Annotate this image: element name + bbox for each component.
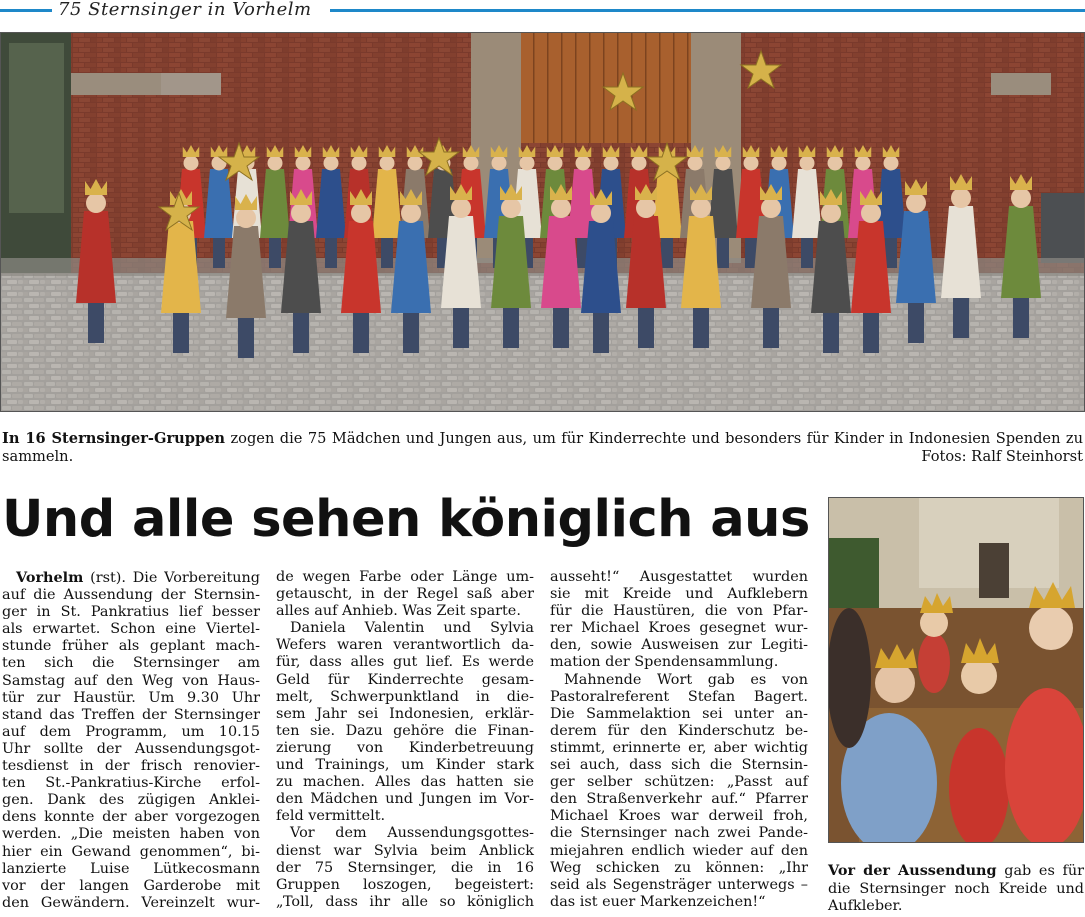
article-line: miejahren endlich wieder auf den [550,842,808,859]
sternsinger-head [636,198,656,218]
article-line: gen. Dank des zügigen Anklei- [2,792,260,809]
sternsinger-head [492,156,507,171]
sternsinger-legs [953,298,969,338]
sternsinger-head [408,156,423,171]
article-line: auf die Aussendung der Sternsin- [2,587,260,604]
sternsinger-head [324,156,339,171]
article-line: für, dass alles gut lief. Es werde [276,654,534,671]
group-photo [0,32,1085,412]
side-photo-caption [828,862,1084,916]
header-rule-left [0,9,52,12]
sternsinger-head [236,208,256,228]
sternsinger-legs [763,308,779,348]
article-line: hier ein Gewand genommen“, bi- [2,843,260,860]
sternsinger-legs [823,313,839,353]
article-line: sie mit Kreide und Aufklebern [550,586,808,603]
article-line: auf dem Programm, um 10.15 [2,723,260,740]
article-line: de wegen Farbe oder Länge um- [276,569,534,585]
sternsinger-legs [325,238,337,268]
sternsinger-legs [213,238,225,268]
sternsinger-head [86,193,106,213]
sternsinger-legs [1013,298,1029,338]
sternsinger-head [268,156,283,171]
caption-line-1 [2,430,1083,448]
article-line [2,569,260,587]
article-line: alles auf Anhieb. Was Zeit sparte. [276,603,521,620]
sternsinger-head [761,198,781,218]
article-line: für die Haustüren, die von Pfar- [550,603,808,620]
article-line: Uhr sollte der Aussendungsgot- [2,740,260,757]
header-rule-right [330,9,1085,12]
sternsinger-head [464,156,479,171]
article-line: „Toll, dass ihr alle so königlich [276,893,534,910]
article-line: zu machen. Alles das hatten sie [276,774,534,791]
sternsinger-head [856,156,871,171]
sternsinger-legs [638,308,654,348]
article-line: Die Sammelaktion sei unter an- [550,705,808,722]
sternsinger-head [1011,188,1031,208]
article-line: ten sie. Dazu gehöre die Finan- [276,722,534,739]
side-caption-line-3: Aufkleber. [828,898,903,915]
sternsinger-head [591,203,611,223]
sternsinger-legs [503,308,519,348]
article-line: die Sternsinger nach zwei Pande- [550,825,808,842]
photo-credit: Fotos: Ralf Steinhorst [921,448,1083,465]
section-header [0,0,1085,22]
sternsinger-legs [693,308,709,348]
article-line: tür zur Haustür. Um 9.30 Uhr [2,689,260,706]
article-line: Geld für Kinderrechte gesam- [276,671,534,688]
sternsinger-head [352,156,367,171]
group-photo-image [1,33,1085,412]
article-line: das ist euer Markenzeichen!“ [550,893,766,910]
article-line: ten sich die Sternsinger am [2,655,260,672]
sternsinger-head [520,156,535,171]
sternsinger-head [821,203,841,223]
article-line: stunde früher als geplant mach- [2,638,260,655]
article-dateline: Vorhelm [16,569,84,586]
sternsinger-head [184,156,199,171]
side-caption-line-1 [828,862,1084,881]
sternsinger-head [716,156,731,171]
sternsinger-legs [269,238,281,268]
article-line: den, sowie Ausweisen zur Legiti- [550,637,808,654]
sternsinger-head [548,156,563,171]
article-line: ger selber schützen: „Passt auf [550,774,808,791]
sternsinger-head [906,193,926,213]
article-line: Michael Kroes war derweil froh, [550,808,808,825]
photo-caption [2,430,1083,448]
article-line: den Mädchen und Jungen im Vor- [276,791,534,808]
sternsinger-head [291,203,311,223]
sternsinger-legs [863,313,879,353]
article-line: den Gewändern. Vereinzelt wur- [2,894,260,911]
sternsinger-head [501,198,521,218]
article-line: sem Jahr sei Indonesien, erklär- [276,705,534,722]
sternsinger-head [861,203,881,223]
article-line: melt, Schwerpunktland in die- [276,688,534,705]
sternsinger-legs [661,238,673,268]
sternsinger-legs [553,308,569,348]
article-headline: Und alle sehen königlich aus [2,490,810,549]
sternsinger-legs [885,238,897,268]
article-line: derem für den Kinderschutz be- [550,722,808,739]
sternsinger-legs [717,238,729,268]
sternsinger-legs [88,303,104,343]
church-photo [828,497,1084,843]
article-line: vor der langen Garderobe mit [2,877,260,894]
article-line: ger in St. Pankratius lief besser [2,604,260,621]
sternsinger-legs [403,313,419,353]
article-line: getauscht, in der Regel saß aber [276,586,534,603]
sternsinger-head [380,156,395,171]
sternsinger-head [772,156,787,171]
sternsinger-head [351,203,371,223]
article-line: seid als Segensträger unterwegs – [550,876,808,893]
sternsinger-head [451,198,471,218]
sternsinger-legs [238,318,254,358]
article-line: ausseht!“ Ausgestattet wurden [550,569,808,585]
article-line: dens konnte der aber vorgezogen [2,809,260,826]
caption-lead: In 16 Sternsinger-Gruppen [2,430,226,447]
sternsinger-head [401,203,421,223]
article-line: rer Michael Kroes gesegnet wur- [550,620,808,637]
article-column-1 [2,569,260,912]
sternsinger-head [296,156,311,171]
side-caption-lead: Vor der Aussendung [828,862,997,879]
article-line: lanzierte Luise Lütkecosmann [2,860,260,877]
sternsinger-head [604,156,619,171]
article-line: Daniela Valentin und Sylvia [290,620,534,637]
article-line: Mahnende Wort gab es von [564,671,808,688]
article-line-text: (rst). Die Vorbereitung [83,570,260,586]
sternsinger-head [691,198,711,218]
article-line: sei auch, dass sich die Sternsin- [550,757,808,774]
article-line: Samstag auf den Weg von Haus- [2,672,260,689]
sternsinger-head [951,188,971,208]
article-line: feld vermittelt. [276,808,386,825]
article-line: Wefers waren verantwortlich da- [276,637,534,654]
article-line: und Trainings, um Kinder stark [276,757,534,774]
article-line: werden. „Die meisten haben von [2,826,260,843]
sternsinger-head [688,156,703,171]
article-line: Weg schicken zu können: „Ihr [550,859,808,876]
side-caption-line-2: die Sternsinger noch Kreide und [828,880,1084,897]
article-line: mation der Spendensammlung. [550,654,779,671]
article-line: Pastoralreferent Stefan Bagert. [550,688,808,705]
sternsinger-legs [453,308,469,348]
sternsinger-head [828,156,843,171]
sternsinger-legs [173,313,189,353]
sternsinger-legs [593,313,609,353]
article-line: zierung von Kinderbetreuung [276,739,534,756]
article-line: Gruppen loszogen, begeistert: [276,876,534,893]
sternsinger-legs [293,313,309,353]
article-column-3 [550,569,808,911]
sternsinger-head [632,156,647,171]
article-column-2 [276,569,534,911]
article-line: den Straßenverkehr auf.“ Pfarrer [550,791,808,808]
sternsinger-head [576,156,591,171]
side-caption-text: gab es für [996,863,1084,879]
sternsinger-head [800,156,815,171]
article-line: dienst war Sylvia beim Anblick [276,842,534,859]
article-line: Vor dem Aussendungsgottes- [290,825,534,842]
article-line: tesdienst in der frisch renovier- [2,758,260,775]
sternsinger-legs [801,238,813,268]
sternsinger-head [744,156,759,171]
sternsinger-legs [381,238,393,268]
article-line: der 75 Sternsinger, die in 16 [276,859,534,876]
sternsinger-legs [908,303,924,343]
church-photo-image [829,498,1084,843]
article-line: stimmt, erinnerte er, aber wichtig [550,739,808,756]
section-kicker: 75 Sternsinger in Vorhelm [58,0,312,20]
sternsinger-head [884,156,899,171]
caption-text: zogen die 75 Mädchen und Jungen aus, um für Kinderrechte und besonders für Kinder in Indonesien Spenden zu [225,430,1083,447]
sternsinger-head [551,198,571,218]
article-line: als erwartet. Schon eine Viertel- [2,621,260,638]
sternsinger-legs [353,313,369,353]
caption-line-2: sammeln. [2,448,74,465]
article-line: stand das Treffen der Sternsinger [2,706,260,723]
article-line: ten St.-Pankratius-Kirche erfol- [2,775,260,792]
